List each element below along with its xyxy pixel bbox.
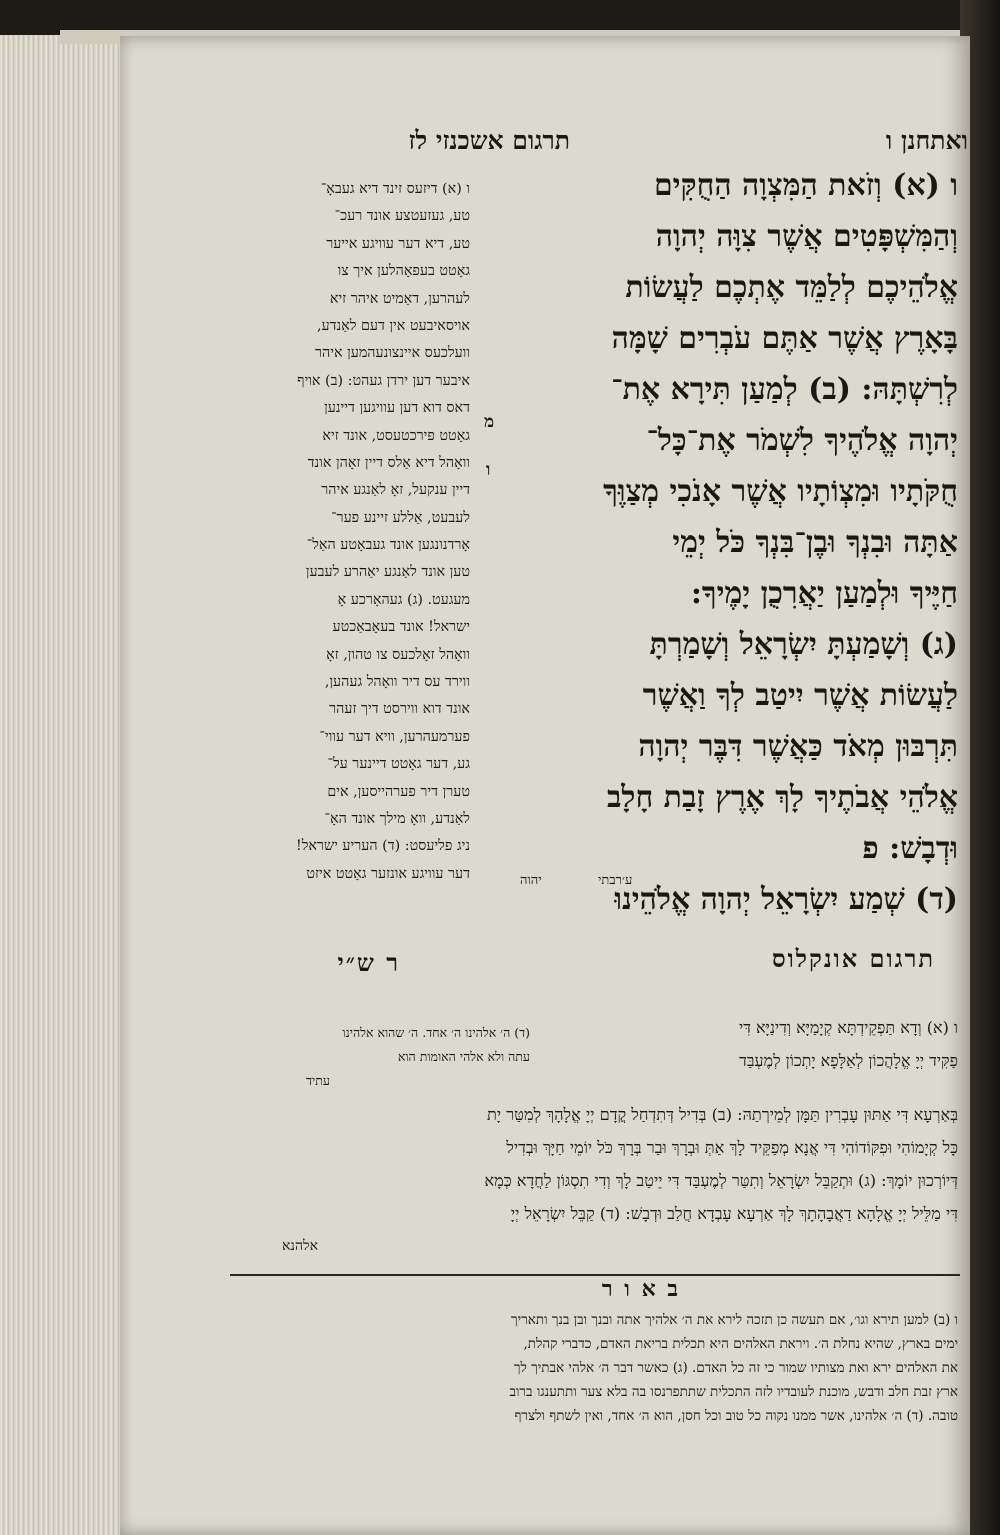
- yiddish-line: ניג פליעסט: (ד) העריע ישראל!: [295, 838, 470, 855]
- rashi-line: עתה ולא אלהי האומות הוא: [397, 1049, 530, 1064]
- rashi-line: (ד) ה׳ אלהינו ה׳ אחד. ה׳ שהוא אלהינו: [342, 1025, 530, 1040]
- running-header-parasha: ואתחנן ו: [885, 126, 968, 155]
- onkelos-line: כָּל קְיָמוֹהִי וּפִקּוֹדוֹהִי דִּי אֲנָא מְפַקֵּיד לָךְ אַתְּ וּבְרָךְ וּבַר בְּרָךְ כֹּל יוֹמֵי חַיָּךְ וּבְדִיל: [506, 1138, 958, 1157]
- yiddish-line: ו (א) דיזעס זינד דיא געבאָ־: [320, 181, 470, 197]
- yiddish-line: מעגעט. (ג) געהאָרכע אָ: [337, 591, 470, 608]
- onkelos-line: פַקִּיד יְיָ אֱלָהֲכוֹן לְאַלָּפָא יָתְכוֹן לְמֶעְבַּד: [739, 1051, 958, 1070]
- yiddish-line: וואָהל זאָלכעס צו טהון, זאָ: [326, 646, 470, 663]
- yiddish-line: גאָטט בעפאָהלען איך צו: [337, 263, 470, 280]
- book-page: [120, 36, 970, 1535]
- yiddish-line: אונד דוא ווירסט דיך זעהר: [329, 701, 470, 718]
- torah-line: חַיֶּיךָ וּלְמַעַן יַאֲרִכֻן יָמֶיךָ:: [690, 576, 958, 611]
- yiddish-line: טע, דיא דער עוויגע אייער: [326, 235, 470, 252]
- yiddish-line: טען אונד לאַנגע יאַהרע לעבען: [305, 564, 470, 581]
- yiddish-line: דאס דוא דען עוויגען דיינען: [324, 400, 470, 417]
- masoretic-note-name: יהוה: [520, 873, 542, 888]
- onkelos-text-top: [480, 1011, 958, 1077]
- torah-line: חֻקֹּתָיו וּמִצְוֹתָיו אֲשֶׁר אָנֹכִי מְצַוֶּךָ: [603, 474, 958, 509]
- onkelos-line: ו (א) וְדָא תַּפְקֵידְתָּא קְיָמַיָּא וְדִינַיָּא דִּי: [739, 1018, 958, 1037]
- biur-line: ימים בארץ, שהיא נחלת ה׳. ויראת האלהים היא תכלית בריאת האדם, כדברי קהלת,: [523, 1336, 958, 1352]
- yiddish-line: טע, געזעטצע אונד רעכ־: [334, 208, 470, 225]
- torah-line: אַתָּה וּבִנְךָ וּבֶן־בִּנְךָ כֹּל יְמֵי: [672, 525, 958, 560]
- onkelos-line: דְּיוֹרְכוּן יוֹמָךְ: (ג) וּתְקַבֵּל יִשְׂרָאֵל וְתִטַּר לְמֶעְבַּד דִּי יֵיטַב לָךְ וְדִי תִסְגּוֹן לַחֲדָא כְּמָא: [484, 1171, 958, 1190]
- torah-line: לְרִשְׁתָּהּ: (ב) לְמַעַן תִּירָא אֶת־: [611, 372, 958, 407]
- torah-line: לַעֲשׂוֹת אֲשֶׁר יִיטַב לְךָ וַאֲשֶׁר: [642, 678, 958, 713]
- torah-line: יְהוָה אֱלֹהֶיךָ לִשְׁמֹר אֶת־כָּל־: [646, 423, 958, 458]
- rashi-heading: ר ש״י: [337, 948, 400, 977]
- biur-line: את האלהים ירא ואת מצותיו שמור כי זה כל האדם. (ג) כאשר דבר ה׳ אלהי אבתיך לך: [513, 1360, 958, 1376]
- biur-line: ארץ זבת חלב ודבש, מוכנת לעובדיו לזה התכלית שתתפרנסו בה בלא צער ותתענגו ברוב: [509, 1384, 958, 1400]
- onkelos-text-wide: [230, 1098, 958, 1263]
- torah-line: אֱלֹהֵיכֶם לְלַמֵּד אֶתְכֶם לַעֲשׂוֹת: [625, 270, 958, 305]
- yiddish-line: לעהרען, דאַמיט איהר זיא: [329, 290, 470, 307]
- biur-commentary: [230, 1308, 958, 1428]
- torah-line: ו (א) וְזֹאת הַמִּצְוָה הַחֻקִּים: [653, 168, 958, 203]
- yiddish-line: וואָהל דיא אַלס דיין זאָהן אונד: [307, 454, 470, 471]
- torah-line: וְהַמִּשְׁפָּטִים אֲשֶׁר צִוָּה יְהוָה: [655, 219, 958, 254]
- yiddish-line: דער עוויגע אונזער גאָטט איזט: [306, 865, 470, 882]
- rashi-commentary: [230, 1021, 530, 1093]
- yiddish-translation: [230, 176, 470, 888]
- yiddish-line: לעבעט, אַללע זיינע פער־: [331, 509, 470, 526]
- margin-note-mem: מ: [484, 412, 495, 432]
- yiddish-line: ישראל! אונד בעאָבאַכטע: [332, 619, 470, 636]
- yiddish-line: טערן דיר פערהייסען, אים: [327, 783, 470, 800]
- torah-line: בָּאָרֶץ אֲשֶׁר אַתֶּם עֹבְרִים שָׁמָּה: [611, 321, 958, 356]
- page-edges: [0, 35, 121, 1535]
- biur-line: טובה. (ד) ה׳ אלהינו, אשר ממנו נקוה כל טוב וכל חסן, הוא ה׳ אחד, ואין לשתף ולצרף: [514, 1408, 958, 1424]
- yiddish-line: פערמעהרען, וויא דער עווי־: [319, 728, 470, 745]
- torah-line: אֱלֹהֵי אֲבֹתֶיךָ לָךְ אֶרֶץ זָבַת חָלָב: [606, 780, 958, 815]
- biur-heading: ב א ו ר: [601, 1276, 680, 1302]
- torah-text: [480, 160, 958, 925]
- yiddish-line: לאַנדע, וואָ מילך אונד האָ־: [324, 810, 470, 827]
- running-header-targum: תרגום אשכנזי לז: [408, 126, 570, 155]
- yiddish-line: דיין ענקעל, זאָ לאַנגע איהר: [321, 482, 470, 499]
- yiddish-line: אויסאיבעט אין דעם לאַנדע,: [317, 317, 470, 334]
- yiddish-line: גאָטט פירכטעסט, אונד זיא: [322, 427, 470, 444]
- onkelos-line: אלהנא: [282, 1238, 318, 1254]
- rashi-line: עתיד: [306, 1073, 330, 1088]
- yiddish-line: ווירד עס דיר וואָהל געהען,: [324, 674, 470, 691]
- onkelos-line: דִּי מַלֵּיל יְיָ אֱלָהָא דַאֲבָהָתָךְ לָךְ אַרְעָא עָבְדָא חֲלַב וּדְבָשׁ: (ד) קַבֵּל יִשְׂרָאֵל יְיָ: [510, 1204, 958, 1223]
- torah-line: וּדְבָשׁ: פ: [862, 831, 958, 866]
- yiddish-line: אָרדנונגען אונד געבאָטע האַל־: [306, 537, 470, 554]
- torah-line: תִּרְבּוּן מְאֹד כַּאֲשֶׁר דִּבֶּר יְהוָה: [638, 729, 958, 764]
- onkelos-heading: תרגום אונקלוס: [771, 944, 935, 973]
- yiddish-line: וועלכעס איינצונעהמען איהר: [314, 345, 470, 362]
- masoretic-note-big-ayin: ע׳רבתי: [598, 873, 633, 888]
- torah-line: (ג) וְשָׁמַעְתָּ יִשְׂרָאֵל וְשָׁמַרְתָּ: [649, 627, 958, 662]
- biur-line: ו (ב) למען תירא וגו׳, אם תעשה כן תזכה לירא את ה׳ אלהיך אתה ובנך ובן בנך ותאריך: [510, 1312, 958, 1328]
- margin-note-vav: ו: [486, 460, 491, 480]
- yiddish-line: איבער דען ירדן געהט: (ב) אויף: [297, 372, 470, 389]
- yiddish-line: גע, דער גאָטט דיינער על־: [327, 756, 470, 773]
- onkelos-line: בְּאַרְעָא דִּי אַתּוּן עָבְרִין תַּמָּן לְמֵירְתַהּ: (ב) בְּדִיל דְּתִדְחַל קֳדָם יְיָ אֱלָהָךְ לְמִטַּר יָת: [486, 1105, 958, 1124]
- torah-line: (ד) שְׁמַע יִשְׂרָאֵל יְהוָה אֱלֹהֵינוּ: [614, 882, 958, 917]
